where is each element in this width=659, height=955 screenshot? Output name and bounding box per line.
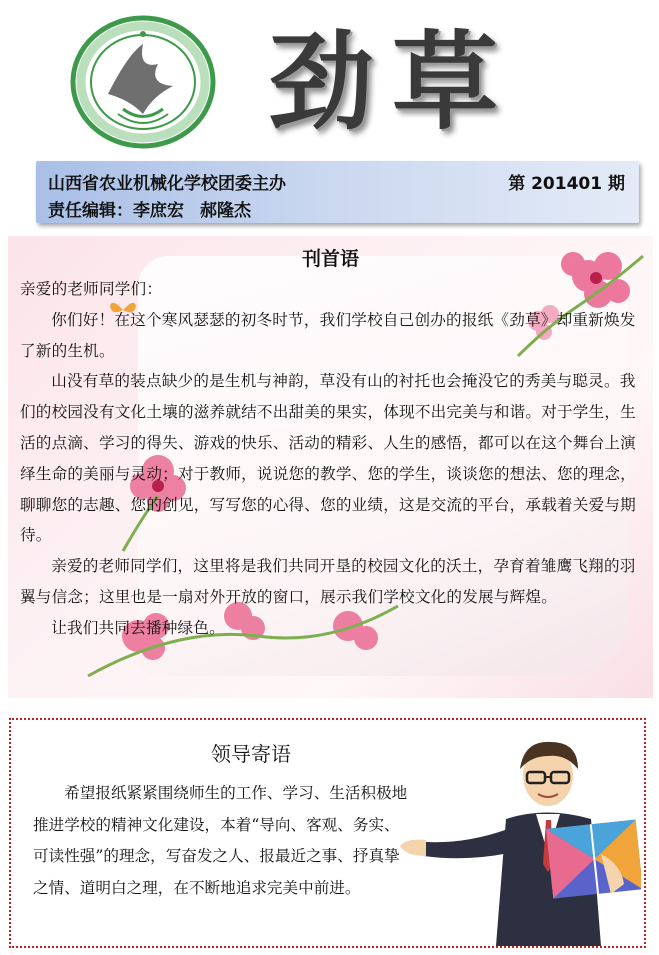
foreword-paragraph-1: 你们好！在这个寒风瑟瑟的初冬时节，我们学校自己创办的报纸《劲草》却重新焕发了新的生机。 [20, 310, 636, 360]
newspaper-title: 劲草 [268, 21, 516, 144]
foreword-paragraph-2: 山没有草的装点缺少的是生机与神韵，草没有山的衬托也会掩没它的秀美与聪灵。我们的校园没有文化土壤的滋养就结不出甜美的果实，体现不出完美与和谐。对于学生，生活的点滴、学习的得失、游戏的快乐、活动的精彩、人生的感悟，都可以在这个舞台上演绎生命的美丽与灵动；对于教师，说说您的教学、您的学生，谈谈您的想法、您的理念，聊聊您的志趣、您的创见，写写您的心得、您的业绩，这是交流的平台，承载着关爱与期待。 [20, 372, 636, 545]
foreword-paragraph-3: 亲爱的老师同学们，这里将是我们共同开垦的校园文化的沃土，孕育着雏鹰飞翔的羽翼与信念；这里也是一扇对外开放的窗口，展示我们学校文化的发展与辉煌。 [20, 557, 636, 606]
foreword-body [20, 274, 650, 644]
editor-name-1: 李庶宏 [133, 201, 184, 221]
leaders-message-body [33, 778, 408, 904]
masthead-banner [36, 161, 639, 223]
editor-name-2: 郝隆杰 [200, 201, 251, 221]
foreword-greeting: 亲爱的老师同学们： [20, 280, 163, 298]
teacher-illustration [396, 734, 641, 946]
editors-line [48, 196, 251, 221]
foreword-title: 刊首语 [301, 248, 359, 270]
leaders-message-title: 领导寄语 [211, 742, 291, 766]
school-emblem-logo [68, 14, 218, 150]
issue-number: 第 201401 期 [508, 174, 625, 194]
leaders-message-box [9, 718, 646, 948]
organizer-text: 山西省农业机械化学校团委主办 [48, 174, 286, 194]
leaders-message-text: 希望报纸紧紧围绕师生的工作、学习、生活积极地推进学校的精神文化建设，本着“导向、客观、务实、可读性强”的理念，写奋发之人、报最近之事、抒真挚之情、道明白之理，在不断地追求完美中前进。 [33, 784, 408, 897]
foreword-section [8, 236, 653, 698]
foreword-paragraph-4: 让我们共同去播种绿色。 [51, 618, 225, 637]
editor-label: 责任编辑： [48, 201, 133, 221]
